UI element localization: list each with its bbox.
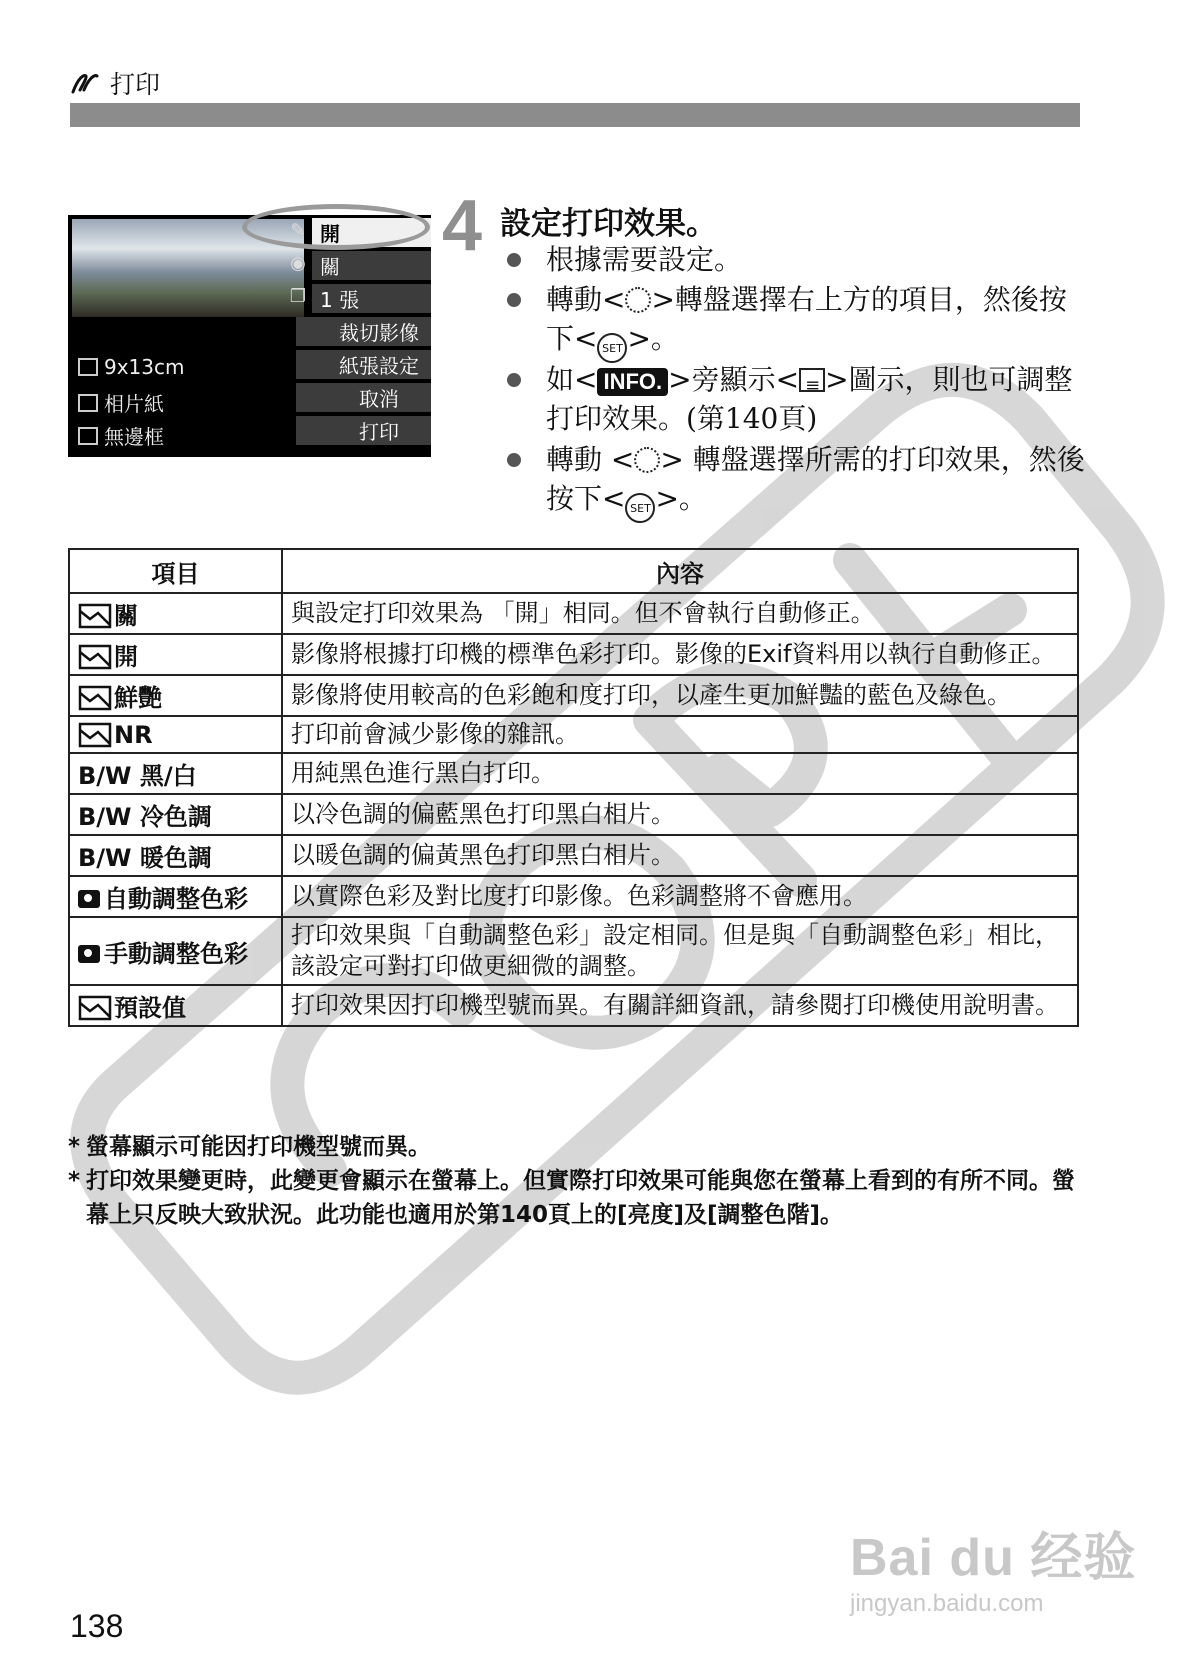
chapter-header — [70, 66, 160, 100]
column-header-content: 內容 — [282, 549, 1078, 593]
print-effect-icon — [78, 603, 112, 629]
step-bullet-2: 轉動< >轉盤選擇右上方的項目，然後按下< SET >。 — [510, 280, 1090, 363]
camera-icon — [78, 945, 100, 963]
item-label: B/W 冷色調 — [78, 803, 212, 831]
note-2: * 打印效果變更時，此變更會顯示在螢幕上。但實際打印效果可能與您在螢幕上看到的有所不同。螢幕上只反映大致狀況。此功能也適用於第140頁上的[亮度]及[調整色階]。 — [68, 1168, 1075, 1228]
baidu-brand: Bai du 经验 — [850, 1529, 1137, 1587]
table-row — [69, 835, 1078, 876]
set-button-icon: SET — [625, 493, 655, 523]
item-label: 預設值 — [114, 994, 186, 1022]
step-number: 4 — [442, 186, 483, 266]
item-label: 手動調整色彩 — [104, 939, 248, 968]
table-row — [69, 794, 1078, 835]
baidu-url: jingyan.baidu.com — [850, 1590, 1044, 1617]
table-cell-description: 打印前會減少影像的雜訊。 — [282, 716, 1078, 753]
menu-cancel[interactable]: 取消 — [296, 383, 431, 412]
table-row — [69, 753, 1078, 794]
menu-print[interactable]: 打印 — [296, 416, 431, 445]
bullet-dot — [507, 293, 521, 307]
item-label: 開 — [114, 643, 138, 671]
table-cell-description: 以實際色彩及對比度打印影像。色彩調整將不會應用。 — [282, 876, 1078, 917]
print-effect-icon — [78, 685, 112, 711]
print-effect-icon — [78, 995, 112, 1021]
print-effect-icon — [78, 722, 112, 748]
table-cell-description: 與設定打印效果為 「開」相同。但不會執行自動修正。 — [282, 593, 1078, 634]
camera-lcd-screen — [68, 215, 431, 457]
menu-trim[interactable]: 裁切影像 — [296, 317, 431, 346]
page-number: 138 — [70, 1608, 124, 1644]
table-cell-item — [69, 716, 282, 753]
item-label: 自動調整色彩 — [104, 885, 248, 913]
table-cell-item — [69, 917, 282, 985]
set-button-icon: SET — [597, 333, 627, 363]
bullet-dot — [507, 253, 521, 267]
print-icon — [70, 68, 100, 98]
table-cell-description: 影像將使用較高的色彩飽和度打印，以產生更加鮮豔的藍色及綠色。 — [282, 675, 1078, 716]
print-effect-icon — [78, 644, 112, 670]
highlight-ellipse — [242, 204, 430, 250]
table-row — [69, 985, 1078, 1026]
table-row — [69, 675, 1078, 716]
table-cell-item — [69, 876, 282, 917]
table-cell-item — [69, 675, 282, 716]
paper-size-icon — [78, 358, 98, 376]
adjust-icon — [799, 368, 825, 392]
step-bullet-4: 轉動 < > 轉盤選擇所需的打印效果，然後按下< SET >。 — [510, 440, 1090, 523]
step-bullet-1: 根據需要設定。 — [510, 240, 1090, 279]
page-layout-info: 無邊框 — [78, 421, 164, 450]
table-cell-item — [69, 985, 282, 1026]
table-cell-description: 以冷色調的偏藍黑色打印黑白相片。 — [282, 794, 1078, 835]
table-cell-description: 以暖色調的偏黃黑色打印黑白相片。 — [282, 835, 1078, 876]
table-cell-description: 打印效果與「自動調整色彩」設定相同。但是與「自動調整色彩」相比，該設定可對打印做更細微的調整。 — [282, 917, 1078, 985]
table-row — [69, 634, 1078, 675]
table-row — [69, 917, 1078, 985]
bullet-dot — [507, 453, 521, 467]
menu-print-effect[interactable]: 開 — [312, 218, 431, 247]
table-row — [69, 716, 1078, 753]
header-bar — [70, 103, 1080, 127]
table-row — [69, 593, 1078, 634]
table-cell-description: 打印效果因打印機型號而異。有關詳細資訊，請參閱打印機使用說明書。 — [282, 985, 1078, 1026]
page-layout-icon — [78, 427, 98, 445]
item-label: 關 — [114, 602, 138, 630]
table-cell-item — [69, 835, 282, 876]
step-title: 設定打印效果。 — [500, 206, 717, 242]
table-cell-description: 影像將根據打印機的標準色彩打印。影像的Exif資料用以執行自動修正。 — [282, 634, 1078, 675]
table-row — [69, 876, 1078, 917]
chapter-title: 打印 — [110, 70, 161, 99]
table-cell-item — [69, 753, 282, 794]
item-label: B/W 黑/白 — [78, 762, 197, 790]
step-bullet-3: 如< INFO. >旁顯示<≡ >圖示，則也可調整打印效果。(第140頁) — [510, 360, 1090, 438]
bullet-dot — [507, 373, 521, 387]
menu-copies[interactable]: 1 張 — [312, 284, 431, 313]
paper-type-icon — [78, 394, 98, 412]
table-cell-item — [69, 634, 282, 675]
note-1: * 螢幕顯示可能因打印機型號而異。 — [68, 1134, 431, 1160]
copies-icon: ❐ — [289, 286, 307, 307]
menu-red-eye[interactable]: 關 — [312, 251, 431, 280]
info-button-icon: INFO. — [597, 368, 668, 396]
baidu-watermark-logo — [850, 1515, 1136, 1618]
print-effect-icon: ✎ — [290, 220, 306, 241]
paper-type-info: 相片紙 — [78, 388, 164, 417]
table-cell-item — [69, 794, 282, 835]
item-label: B/W 暖色調 — [78, 844, 212, 872]
main-dial-icon — [634, 447, 660, 473]
table-cell-item — [69, 593, 282, 634]
red-eye-icon: ◉ — [290, 253, 306, 274]
print-effects-table — [68, 548, 1079, 1027]
table-header-row — [69, 549, 1078, 593]
paper-size-info: 9x13cm — [78, 355, 185, 379]
item-label: 鮮艷 — [114, 684, 162, 712]
item-label: NR — [114, 720, 153, 749]
camera-icon — [78, 890, 100, 908]
table-cell-description: 用純黑色進行黑白打印。 — [282, 753, 1078, 794]
menu-paper-settings[interactable]: 紙張設定 — [296, 350, 431, 379]
main-dial-icon — [625, 287, 651, 313]
column-header-item: 項目 — [69, 549, 282, 593]
